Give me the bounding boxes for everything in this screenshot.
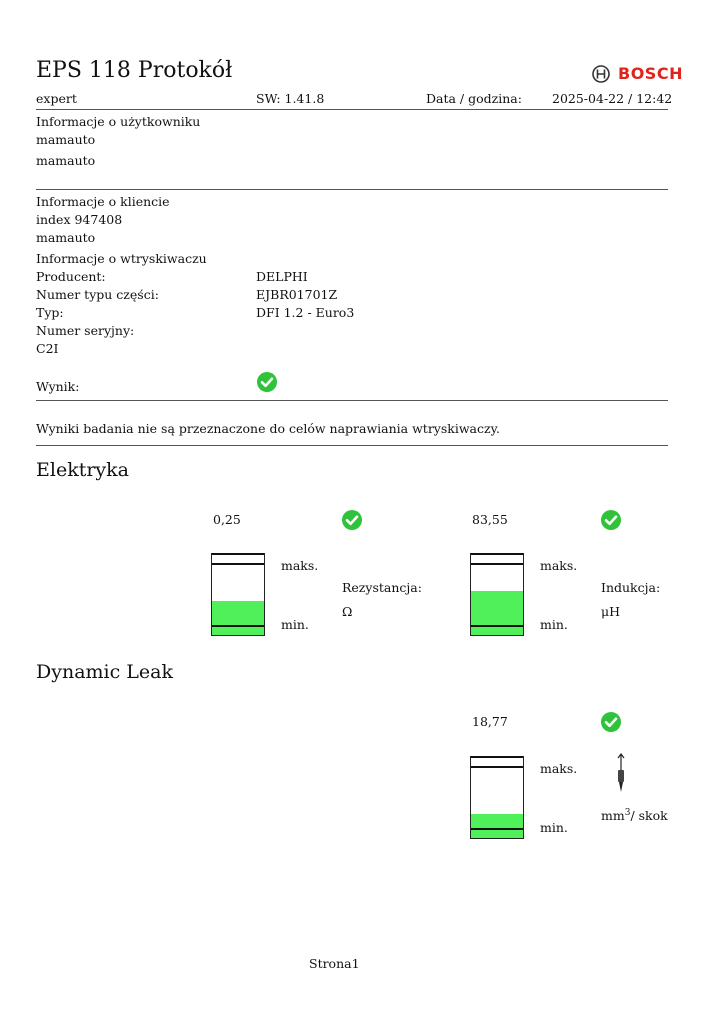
resistance-name: Rezystancja: <box>342 580 422 595</box>
resistance-min-label: min. <box>281 617 309 632</box>
producer-label: Producent: <box>36 269 106 284</box>
divider <box>36 109 668 110</box>
gauge-max-band <box>470 756 524 768</box>
unit-rest: / skok <box>630 808 668 824</box>
gauge-min-line <box>471 828 523 830</box>
date-label: Data / godzina: <box>426 91 522 106</box>
dynamic-leak-min-label: min. <box>540 820 568 835</box>
software-version: SW: 1.41.8 <box>256 91 325 106</box>
inductance-gauge-fill <box>471 591 523 635</box>
gauge-max-band <box>211 553 265 565</box>
resistance-max-label: maks. <box>281 558 319 573</box>
notice-text: Wyniki badania nie są przeznaczone do celów naprawiania wtryskiwaczy. <box>36 421 500 436</box>
page-title: EPS 118 Protokół <box>36 58 233 83</box>
unit-superscript: 3 <box>624 808 631 818</box>
part-number-label: Numer typu części: <box>36 287 159 302</box>
bosch-logo-icon <box>591 64 611 84</box>
section-heading-dynamic-leak: Dynamic Leak <box>36 661 174 683</box>
gauge-min-line <box>471 625 523 627</box>
divider <box>36 445 668 446</box>
check-circle-icon <box>601 510 621 530</box>
check-circle-icon <box>257 372 277 392</box>
serial-value: C2I <box>36 341 59 356</box>
check-circle-icon <box>601 712 621 732</box>
dynamic-leak-value: 18,77 <box>472 714 508 729</box>
part-number-value: EJBR01701Z <box>256 287 338 302</box>
inductance-max-label: maks. <box>540 558 578 573</box>
dynamic-leak-gauge-fill <box>471 814 523 838</box>
dynamic-leak-unit <box>601 804 668 825</box>
producer-value: DELPHI <box>256 269 308 284</box>
injector-heading: Informacje o wtryskiwaczu <box>36 251 207 266</box>
client-line-2: mamauto <box>36 230 96 245</box>
resistance-value: 0,25 <box>213 512 241 527</box>
result-label: Wynik: <box>36 379 80 394</box>
user-line-1: mamauto <box>36 132 96 147</box>
mode-label: expert <box>36 91 77 106</box>
client-line-1: index 947408 <box>36 212 123 227</box>
gauge-max-band <box>470 553 524 565</box>
client-heading: Informacje o kliencie <box>36 194 170 209</box>
divider <box>36 189 668 190</box>
type-value: DFI 1.2 - Euro3 <box>256 305 355 320</box>
inductance-gauge <box>470 553 524 636</box>
injector-icon <box>614 752 628 796</box>
unit-base: mm <box>601 808 625 824</box>
type-label: Typ: <box>36 305 64 320</box>
dynamic-leak-max-label: maks. <box>540 761 578 776</box>
resistance-gauge <box>211 553 265 636</box>
brand-name: BOSCH <box>618 64 683 83</box>
user-heading: Informacje o użytkowniku <box>36 114 201 129</box>
gauge-min-line <box>212 625 264 627</box>
inductance-name: Indukcja: <box>601 580 661 595</box>
divider <box>36 400 668 401</box>
serial-label: Numer seryjny: <box>36 323 135 338</box>
inductance-unit: μH <box>601 604 621 619</box>
user-line-2: mamauto <box>36 153 96 168</box>
inductance-min-label: min. <box>540 617 568 632</box>
resistance-unit: Ω <box>342 604 353 619</box>
resistance-gauge-fill <box>212 601 264 635</box>
check-circle-icon <box>342 510 362 530</box>
section-heading-electrics: Elektryka <box>36 459 129 481</box>
page-number: Strona1 <box>309 956 360 971</box>
date-value: 2025-04-22 / 12:42 <box>552 91 673 106</box>
dynamic-leak-gauge <box>470 756 524 839</box>
inductance-value: 83,55 <box>472 512 508 527</box>
